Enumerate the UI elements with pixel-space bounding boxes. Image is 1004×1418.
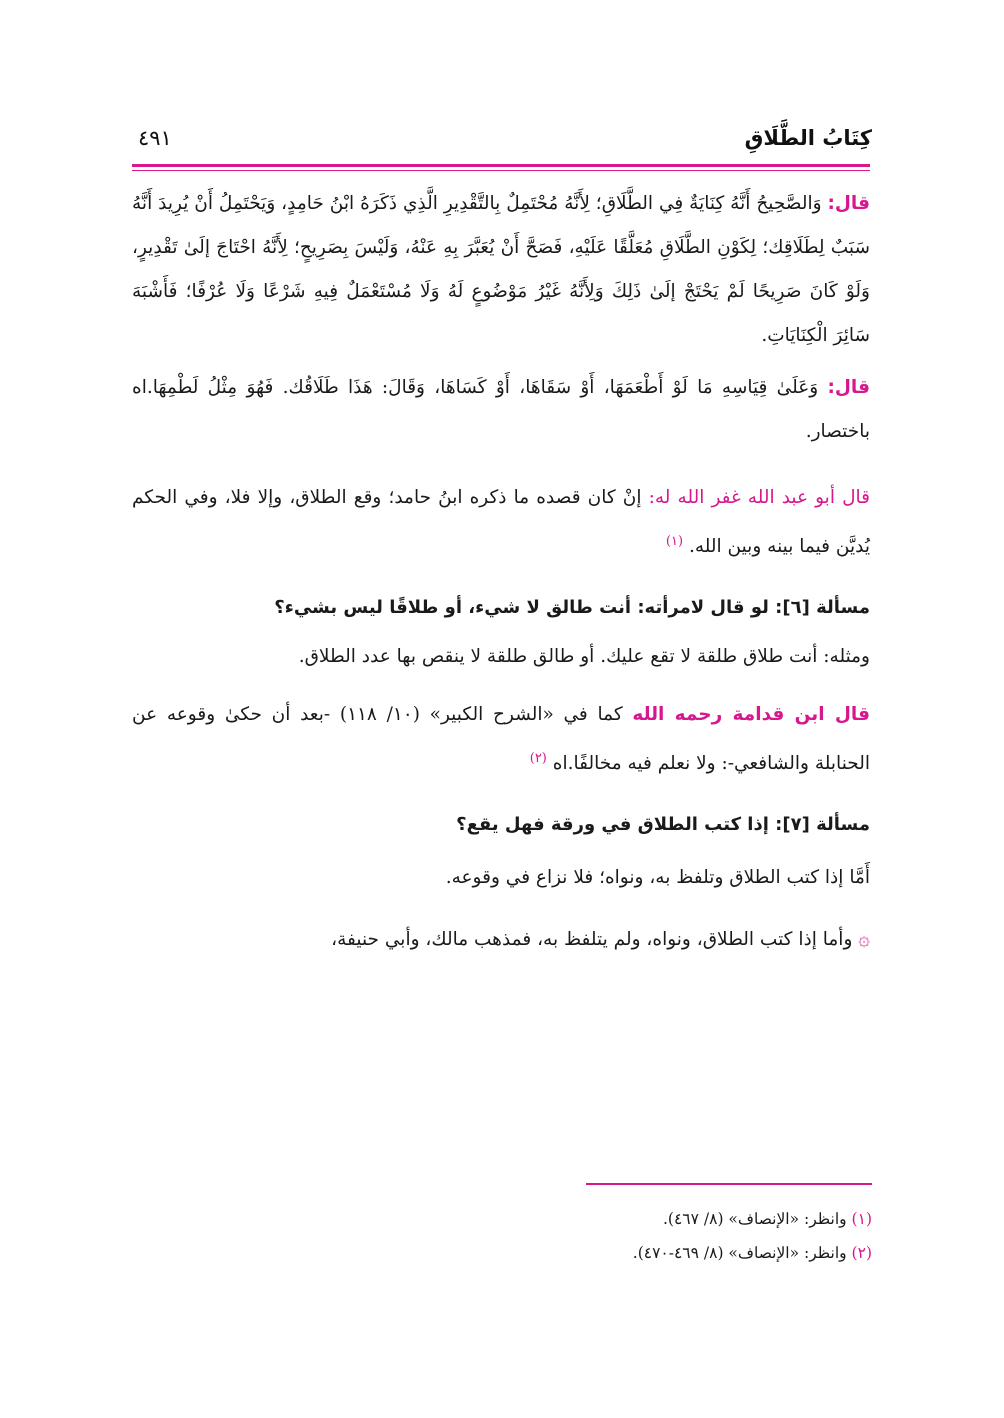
paragraph-4	[132, 635, 870, 679]
header-rule-thick	[132, 164, 870, 167]
footnote-text: وانظر: «الإنصاف» (٨/ ٤٦٩-٤٧٠).	[632, 1244, 847, 1262]
issue-number: مسألة [٦]:	[775, 597, 870, 619]
paragraph-7	[132, 916, 870, 962]
issue-6-heading	[132, 593, 870, 623]
paragraph-text: وَالصَّحِيحُ أَنَّهُ كِنَايَةٌ فِي الطَّلَاقِ؛ لِأَنَّهُ مُحْتَمِلٌ بِالتَّقْدِيرِ الَّذِي ذَكَرَهُ ابْنُ حَامِدٍ، وَيَحْتَمِلُ أَنْ يُرِيدَ أَنَّهُ سَبَبٌ لِطَلَاقِك؛ لِكَوْنِ الطَّلَاقِ مُعَلَّقًا عَلَيْهِ، فَصَحَّ أَنْ يُعَبَّرَ بِهِ عَنْهُ، وَلَيْسَ بِصَرِيحٍ؛ لِأَنَّهُ احْتَاجَ إلَىٰ تَقْدِيرٍ، وَلَوْ كَانَ صَرِيحًا لَمْ يَحْتَجْ إلَىٰ ذَلِكَ وَلِأَنَّهُ غَيْرُ مَوْضُوعٍ لَهُ وَلَا مُسْتَعْمَلٌ فِيهِ شَرْعًا وَلَا عُرْفًا؛ فَأَشْبَهَ سَائِرَ الْكِنَايَاتِ.	[132, 193, 870, 346]
footnote-number: (١)	[851, 1210, 872, 1228]
paragraph-5	[132, 693, 870, 786]
page-body	[132, 180, 870, 962]
paragraph-text: إنْ كان قصده ما ذكره ابنُ حامد؛ وقع الطلاق، وإلا فلا، وفي الحكم يُديَّن فيما بينه وبين الله.	[132, 487, 870, 558]
footnote-2	[134, 1244, 872, 1278]
page-number: ٤٩١	[138, 126, 172, 150]
paragraph-text: وأما إذا كتب الطلاق، ونواه، ولم يتلفظ به، فمذهب مالك، وأبي حنيفة،	[331, 929, 853, 951]
author-lead: قال أبو عبد الله غفر الله له:	[648, 487, 870, 508]
ornament-icon: ۞	[858, 926, 870, 951]
paragraph-3	[132, 476, 870, 569]
paragraph-1	[132, 182, 870, 358]
issue-number: مسألة [٧]:	[775, 814, 870, 836]
footnote-1	[134, 1210, 872, 1244]
said-label: قال:	[827, 193, 870, 214]
header-rule-thin	[132, 170, 870, 171]
footnote-ref-1[interactable]: (١)	[665, 534, 684, 549]
paragraph-6	[132, 856, 870, 900]
chapter-title: كِتَابُ الطَّلَاقِ	[744, 126, 872, 150]
paragraph-text: ومثله: أنت طلاق طلقة لا تقع عليك. أو طالق طلقة لا ينقص بها عدد الطلاق.	[298, 646, 870, 668]
footnote-number: (٢)	[851, 1244, 872, 1262]
footnote-ref-2[interactable]: (٢)	[529, 751, 547, 767]
running-header	[132, 122, 872, 162]
issue-title: لو قال لامرأته: أنت طالق لا شيء، أو طلاقًا ليس بشيء؟	[274, 597, 769, 619]
issue-title: إذا كتب الطلاق في ورقة فهل يقع؟	[456, 814, 769, 836]
said-label: قال:	[827, 377, 870, 398]
paragraph-text: أَمَّا إذا كتب الطلاق وتلفظ به، ونواه؛ فلا نزاع في وقوعه.	[445, 867, 870, 889]
footnote-text: وانظر: «الإنصاف» (٨/ ٤٦٧).	[663, 1210, 847, 1228]
paragraph-text: وَعَلَىٰ قِيَاسِهِ مَا لَوْ أَطْعَمَهَا، أَوْ سَقَاهَا، أَوْ كَسَاهَا، وَقَالَ: هَذَا طَلَاقُك. فَهُوَ مِثْلُ لَطْمِهَا.اه باختصار.	[132, 377, 870, 442]
paragraph-2	[132, 366, 870, 454]
footnotes	[134, 1210, 872, 1278]
scholar-label: قال ابن قدامة رحمه الله	[632, 704, 870, 726]
footnote-rule	[586, 1183, 872, 1185]
issue-7-heading	[132, 810, 870, 840]
paragraph-text: كما في «الشرح الكبير» (١٠/ ١١٨) -بعد أن حكىٰ وقوعه عن الحنابلة والشافعي-: ولا نعلم فيه مخالفًا.اه	[132, 704, 870, 775]
